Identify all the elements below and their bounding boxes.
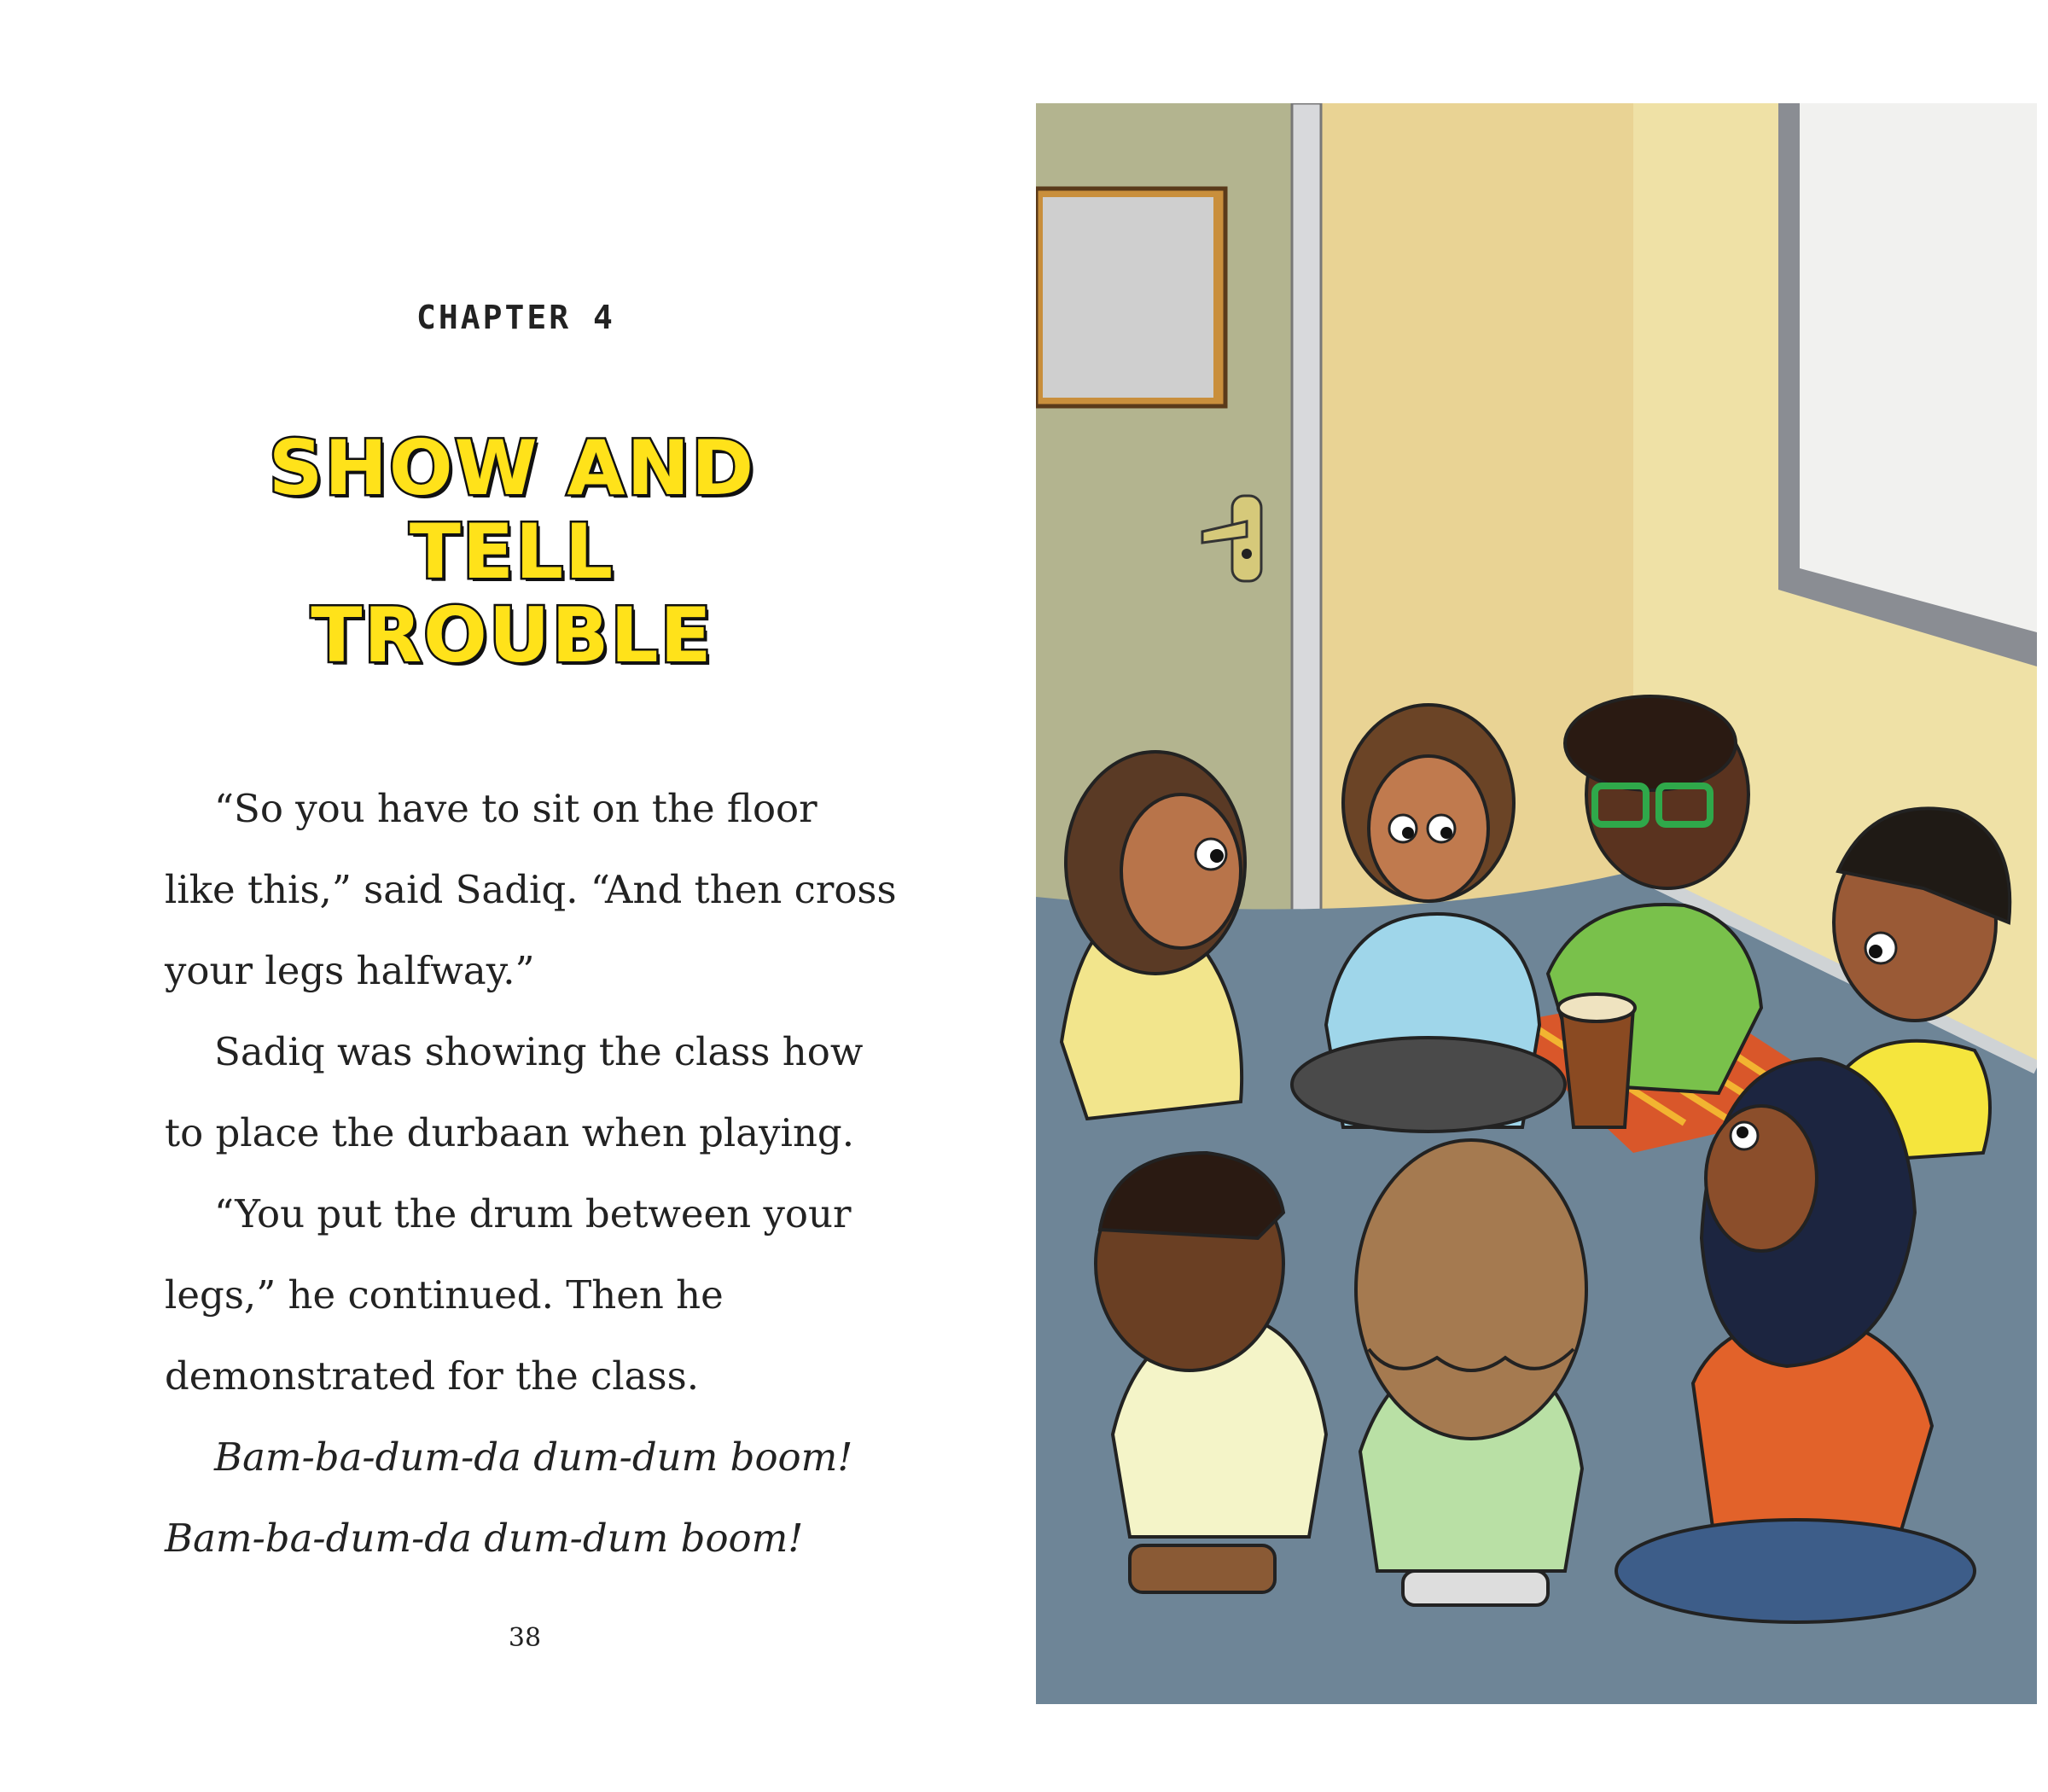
door-window (1043, 197, 1213, 398)
chapter-title-line-2: TROUBLE (311, 591, 713, 679)
paragraph-2: Sadiq was showing the class how to place the durbaan when playing. (165, 1029, 864, 1155)
paragraph-1: “So you have to sit on the floor like this,” said Sadiq. “And then cross your legs halfway.” (165, 786, 897, 993)
page-number: 38 (508, 1623, 542, 1653)
classroom-illustration (1036, 103, 2037, 1704)
door-frame (1292, 103, 1321, 957)
drum-sound-line-2: Bam-ba-dum-da dum-dum boom! (165, 1516, 804, 1561)
durbaan-drum (1561, 1008, 1633, 1127)
child-girl-left (1062, 752, 1245, 1119)
drum-sound-line-1: Bam-ba-dum-da dum-dum boom! (214, 1434, 853, 1480)
chapter-label: CHAPTER 4 (416, 299, 615, 336)
story-text (165, 768, 899, 1579)
keyhole (1242, 549, 1252, 559)
whiteboard (1800, 103, 2037, 632)
child-girl-front-middle (1356, 1140, 1586, 1605)
chapter-title (171, 424, 853, 679)
chapter-title-line-1: SHOW AND TELL (268, 424, 756, 596)
illustration-svg (1036, 103, 2037, 1704)
drum-head (1558, 994, 1635, 1021)
paragraph-3: “You put the drum between your legs,” he continued. Then he demonstrated for the class. (165, 1191, 852, 1399)
